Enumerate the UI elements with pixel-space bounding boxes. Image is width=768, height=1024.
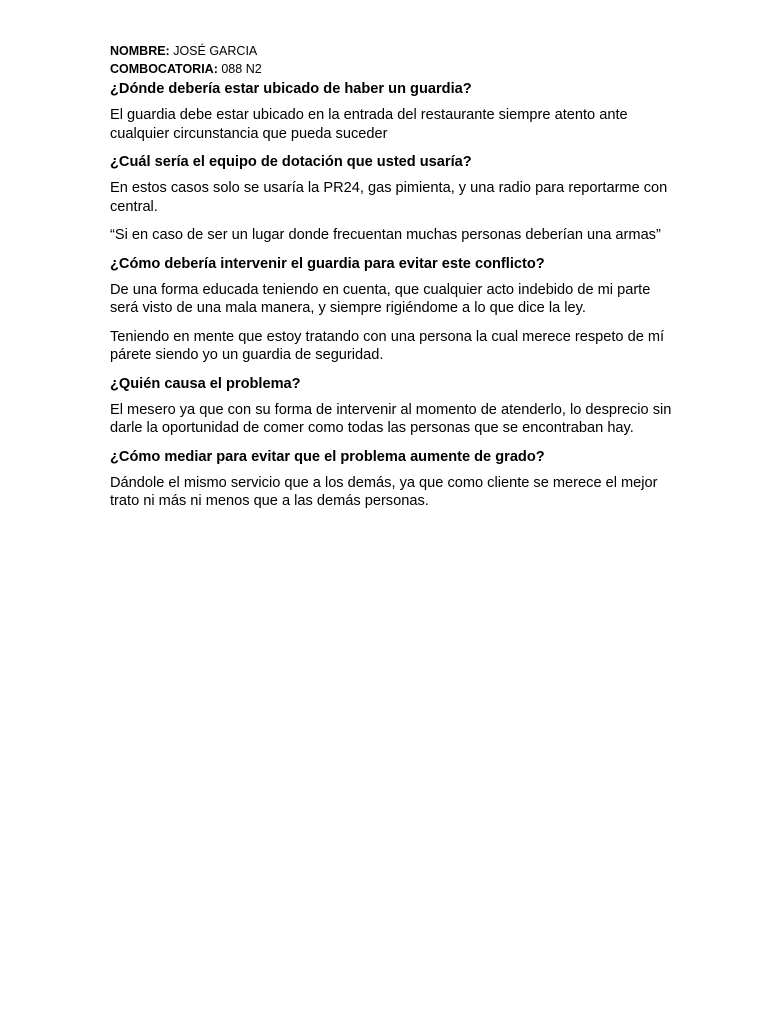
question-5: ¿Cómo mediar para evitar que el problema aumente de grado? <box>110 448 545 465</box>
question-2: ¿Cuál sería el equipo de dotación que usted usaría? <box>110 154 472 170</box>
section-2 <box>110 153 676 245</box>
name-value: JOSÉ GARCIA <box>173 44 258 58</box>
answer-2-paragraph-2: “Si en caso de ser un lugar donde frecuentan muchas personas deberían una armas” <box>110 227 661 243</box>
convocatoria-line <box>110 60 676 78</box>
question-3: ¿Cómo debería intervenir el guardia para evitar este conflicto? <box>110 255 545 272</box>
convocatoria-value: 088 N2 <box>221 62 262 76</box>
name-label: NOMBRE: <box>110 44 170 58</box>
question-1: ¿Dónde debería estar ubicado de haber un guardia? <box>110 81 472 97</box>
document-body <box>110 80 676 511</box>
convocatoria-label: COMBOCATORIA: <box>110 62 218 76</box>
answer-3-paragraph-1: De una forma educada teniendo en cuenta, que cualquier acto indebido de mi parte será visto de una mala manera, y siempre rigiéndome a lo que dice la ley. <box>110 281 651 316</box>
question-4: ¿Quién causa el problema? <box>110 375 301 392</box>
answer-5-paragraph-1: Dándole el mismo servicio que a los demás, ya que como cliente se merece el mejor trato ni más ni menos que a las demás personas. <box>110 474 658 509</box>
section-3 <box>110 255 676 365</box>
section-5 <box>110 448 676 511</box>
answer-2-paragraph-1: En estos casos solo se usaría la PR24, gas pimienta, y una radio para reportarme con central. <box>110 180 668 215</box>
section-4 <box>110 375 676 438</box>
answer-4-paragraph-1: El mesero ya que con su forma de intervenir al momento de atenderlo, lo desprecio sin darle la oportunidad de comer como todas las personas que se encontraban hay. <box>110 401 672 436</box>
answer-1-paragraph-1: El guardia debe estar ubicado en la entrada del restaurante siempre atento ante cualquier circunstancia que pueda suceder <box>110 107 628 142</box>
section-1 <box>110 80 676 143</box>
answer-3-paragraph-2: Teniendo en mente que estoy tratando con una persona la cual merece respeto de mí párete siendo yo un guardia de seguridad. <box>110 328 665 363</box>
name-line <box>110 42 676 60</box>
